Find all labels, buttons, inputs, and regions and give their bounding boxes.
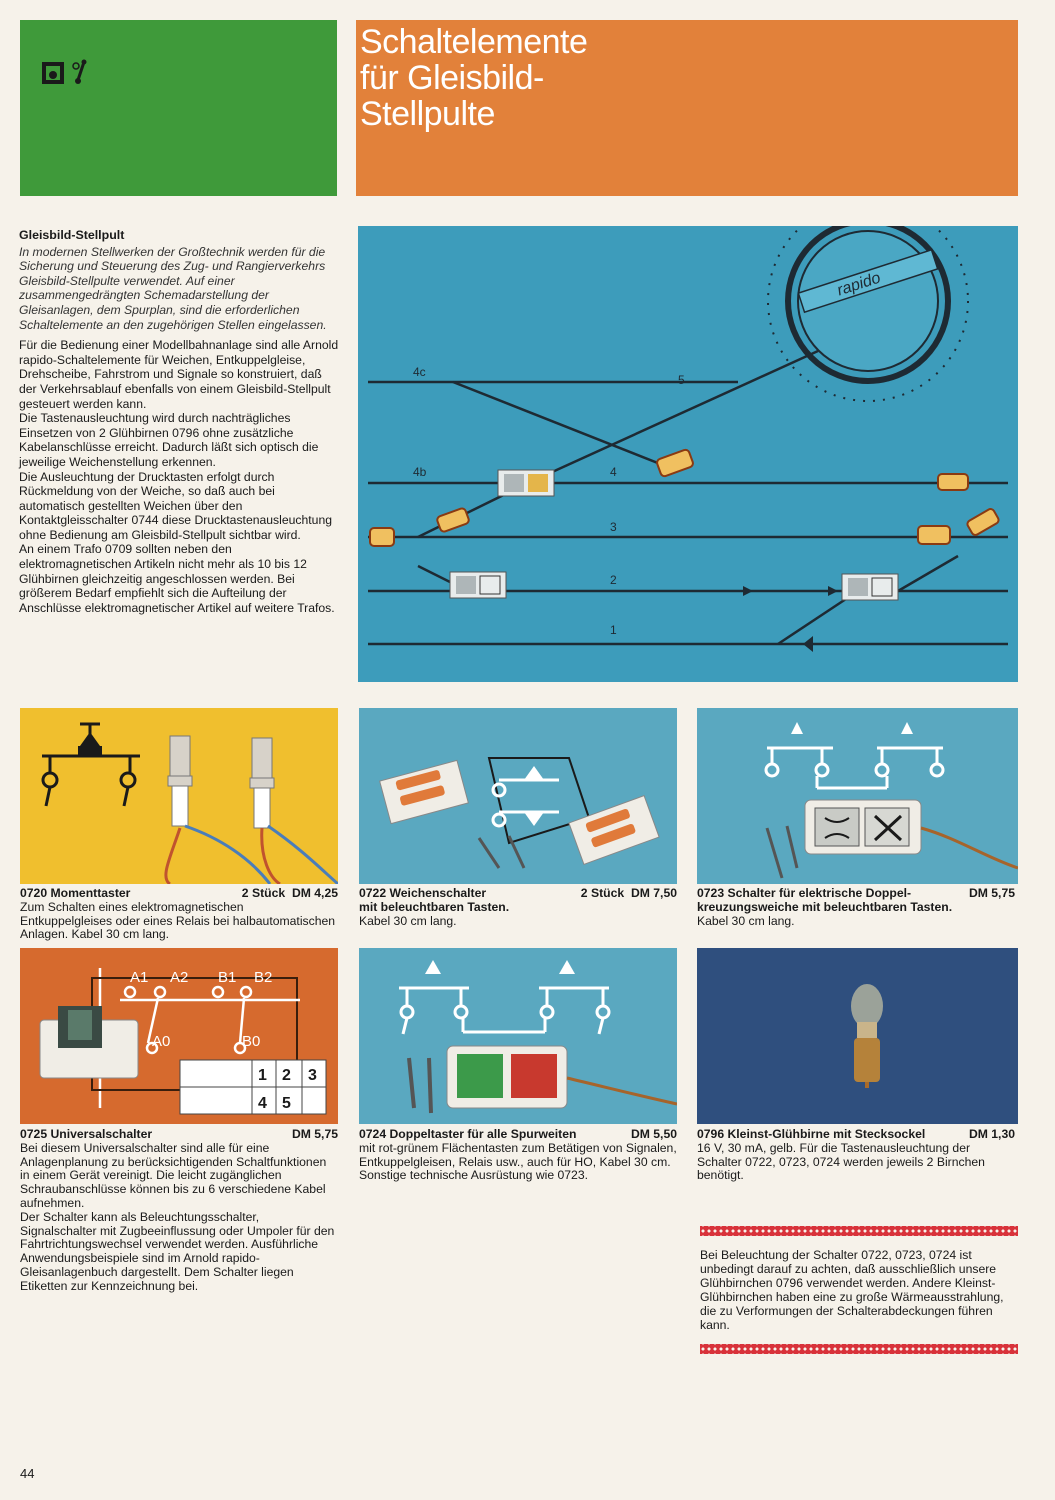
product-photo-0725 [20, 948, 338, 1124]
product-caption-0725: 0725 Universalschalter DM 5,75 Bei diesem Universalschalter sind alle für eine Anlagenplanung zu berücksichtigenden Schaltfunktionen in einem Gerät vereinigt. Die leicht zugänglichen Schraubanschlüsse können bis zu 6 verschiedene Kabel aufnehmen. Der Schalter kann als Beleuchtungsschalter, Signalschalter mit Zugbeeinflussung oder Umpoler für den Fahrtrichtungswechsel verwendet werden. Ausführliche Anwendungsbeispiele sind im Arnold rapido-Gleisanlagenbuch dargestellt. Dem Schalter liegen Etiketten zur Kennzeichnung bei. [20, 1127, 338, 1293]
panel-switch-modules [370, 449, 1000, 600]
product-photo-0720 [20, 708, 338, 884]
svg-text:4b: 4b [413, 465, 427, 479]
svg-text:B1: B1 [218, 969, 237, 986]
svg-text:5: 5 [678, 373, 685, 387]
switch-lever-icon [40, 50, 100, 100]
svg-text:2: 2 [282, 1067, 291, 1084]
warning-note [700, 1226, 1018, 1354]
dotted-stripe-top [700, 1226, 1018, 1236]
dotted-stripe-bottom [700, 1344, 1018, 1354]
intro-text [19, 228, 339, 615]
product-caption-0722: 0722 Weichenschalter 2 Stück DM 7,50 mit beleuchtbaren Tasten. Kabel 30 cm lang. [359, 886, 677, 928]
product-caption-0796: 0796 Kleinst-Glühbirne mit Stecksockel DM 1,30 16 V, 30 mA, gelb. Für die Tastenausleuchtung der Schalter 0722, 0723, 0724 werden jeweils 2 Birnchen benötigt. [697, 1127, 1015, 1183]
track-diagram [358, 226, 1018, 682]
svg-text:4: 4 [258, 1095, 267, 1112]
note-text: Bei Beleuchtung der Schalter 0722, 0723, 0724 ist unbedingt darauf zu achten, daß ausschließlich unsere Glühbirnchen 0796 verwendet werden. Andere Kleinst-Glühbirnchen haben eine zu große Wärmeausstrahlung, die zu Verformungen der Schalterabdeckungen führen kann. [700, 1248, 1004, 1332]
track-panel-photo [358, 226, 1018, 682]
svg-text:4: 4 [610, 465, 617, 479]
svg-text:2: 2 [610, 573, 617, 587]
svg-text:B0: B0 [242, 1033, 261, 1050]
svg-text:A2: A2 [170, 969, 189, 986]
intro-paragraph: Die Ausleuchtung der Drucktasten erfolgt durch Rückmeldung von der Weiche, so daß auch bei automatisch gestellten Weichen über den Kontaktgleisschalter 0744 diese Drucktastenausleuchtung ohne Bedienung am Gleisbild-Stellpult sichtbar wird. [19, 469, 333, 542]
intro-paragraph: Die Tastenausleuchtung wird durch nachträgliches Einsetzen von 2 Glühbirnen 0796 ohne zusätzliche Kabelanschlüsse erreicht. Dadurch läßt sich optisch die jeweilige Weichenstellung erkennen. [19, 411, 319, 469]
svg-text:A1: A1 [130, 969, 149, 986]
product-caption-0724: 0724 Doppeltaster für alle Spurweiten DM 5,50 mit rot-grünem Flächentasten zum Betätigen von Signalen, Entkuppelgleisen, Relais usw., auch für HO, Kabel 30 cm. Sonstige technische Ausrüstung wie 0723. [359, 1127, 677, 1183]
header-green-block [20, 20, 337, 196]
product-caption-0720: 0720 Momenttaster 2 Stück DM 4,25 Zum Schalten eines elektromagnetischen Entkuppelgleises oder eines Relais bei halbautomatischen Anlagen. Kabel 30 cm lang. [20, 886, 338, 942]
product-photo-0723 [697, 708, 1018, 884]
intro-italic: In modernen Stellwerken der Großtechnik werden für die Sicherung und Steuerung des Zug- und Rangierverkehrs Gleisbild-Stellpulte verwendet. Auf einer zusammengedrängten Schemadarstellung der Gleisanlagen, dem Spurplan, sind die erforderlichen Schaltelemente an den zugehörigen Stellen eingelassen. [19, 244, 327, 332]
product-photo-0722 [359, 708, 677, 884]
svg-text:3: 3 [610, 520, 617, 534]
product-photo-0724 [359, 948, 677, 1124]
svg-text:4c: 4c [413, 365, 426, 379]
svg-text:1: 1 [610, 623, 617, 637]
svg-text:5: 5 [282, 1095, 291, 1112]
brand-text: rapido [835, 269, 883, 300]
svg-text:1: 1 [258, 1067, 267, 1084]
product-caption-0723: 0723 Schalter für elektrische Doppel- DM 5,75 kreuzungsweiche mit beleuchtbaren Tasten. Kabel 30 cm lang. [697, 886, 1015, 928]
page-number: 44 [20, 1466, 35, 1481]
intro-heading: Gleisbild-Stellpult [19, 228, 125, 242]
intro-paragraph: Für die Bedienung einer Modellbahnanlage sind alle Arnold rapido-Schaltelemente für Weichen, Entkuppelgleise, Drehscheibe, Fahrstrom und Signale so konstruiert, daß der Verkehrsablauf ebenfalls von einem Gleisbild-Stellpult gesteuert werden kann. [19, 338, 339, 411]
page-title: Schaltelemente für Gleisbild- Stellpulte [360, 23, 588, 133]
svg-text:3: 3 [308, 1067, 317, 1084]
intro-paragraph: An einem Trafo 0709 sollten neben den elektromagnetischen Artikeln nicht mehr als 10 bis 12 Glühbirnen gleichzeitig angeschlossen werden. Bei größerem Bedarf empfiehlt sich die Aufteilung der Anschlüsse elektromagnetischer Artikel auf weitere Trafos. [19, 542, 335, 615]
svg-text:A0: A0 [152, 1033, 171, 1050]
product-photo-0796 [697, 948, 1018, 1124]
svg-text:B2: B2 [254, 969, 273, 986]
